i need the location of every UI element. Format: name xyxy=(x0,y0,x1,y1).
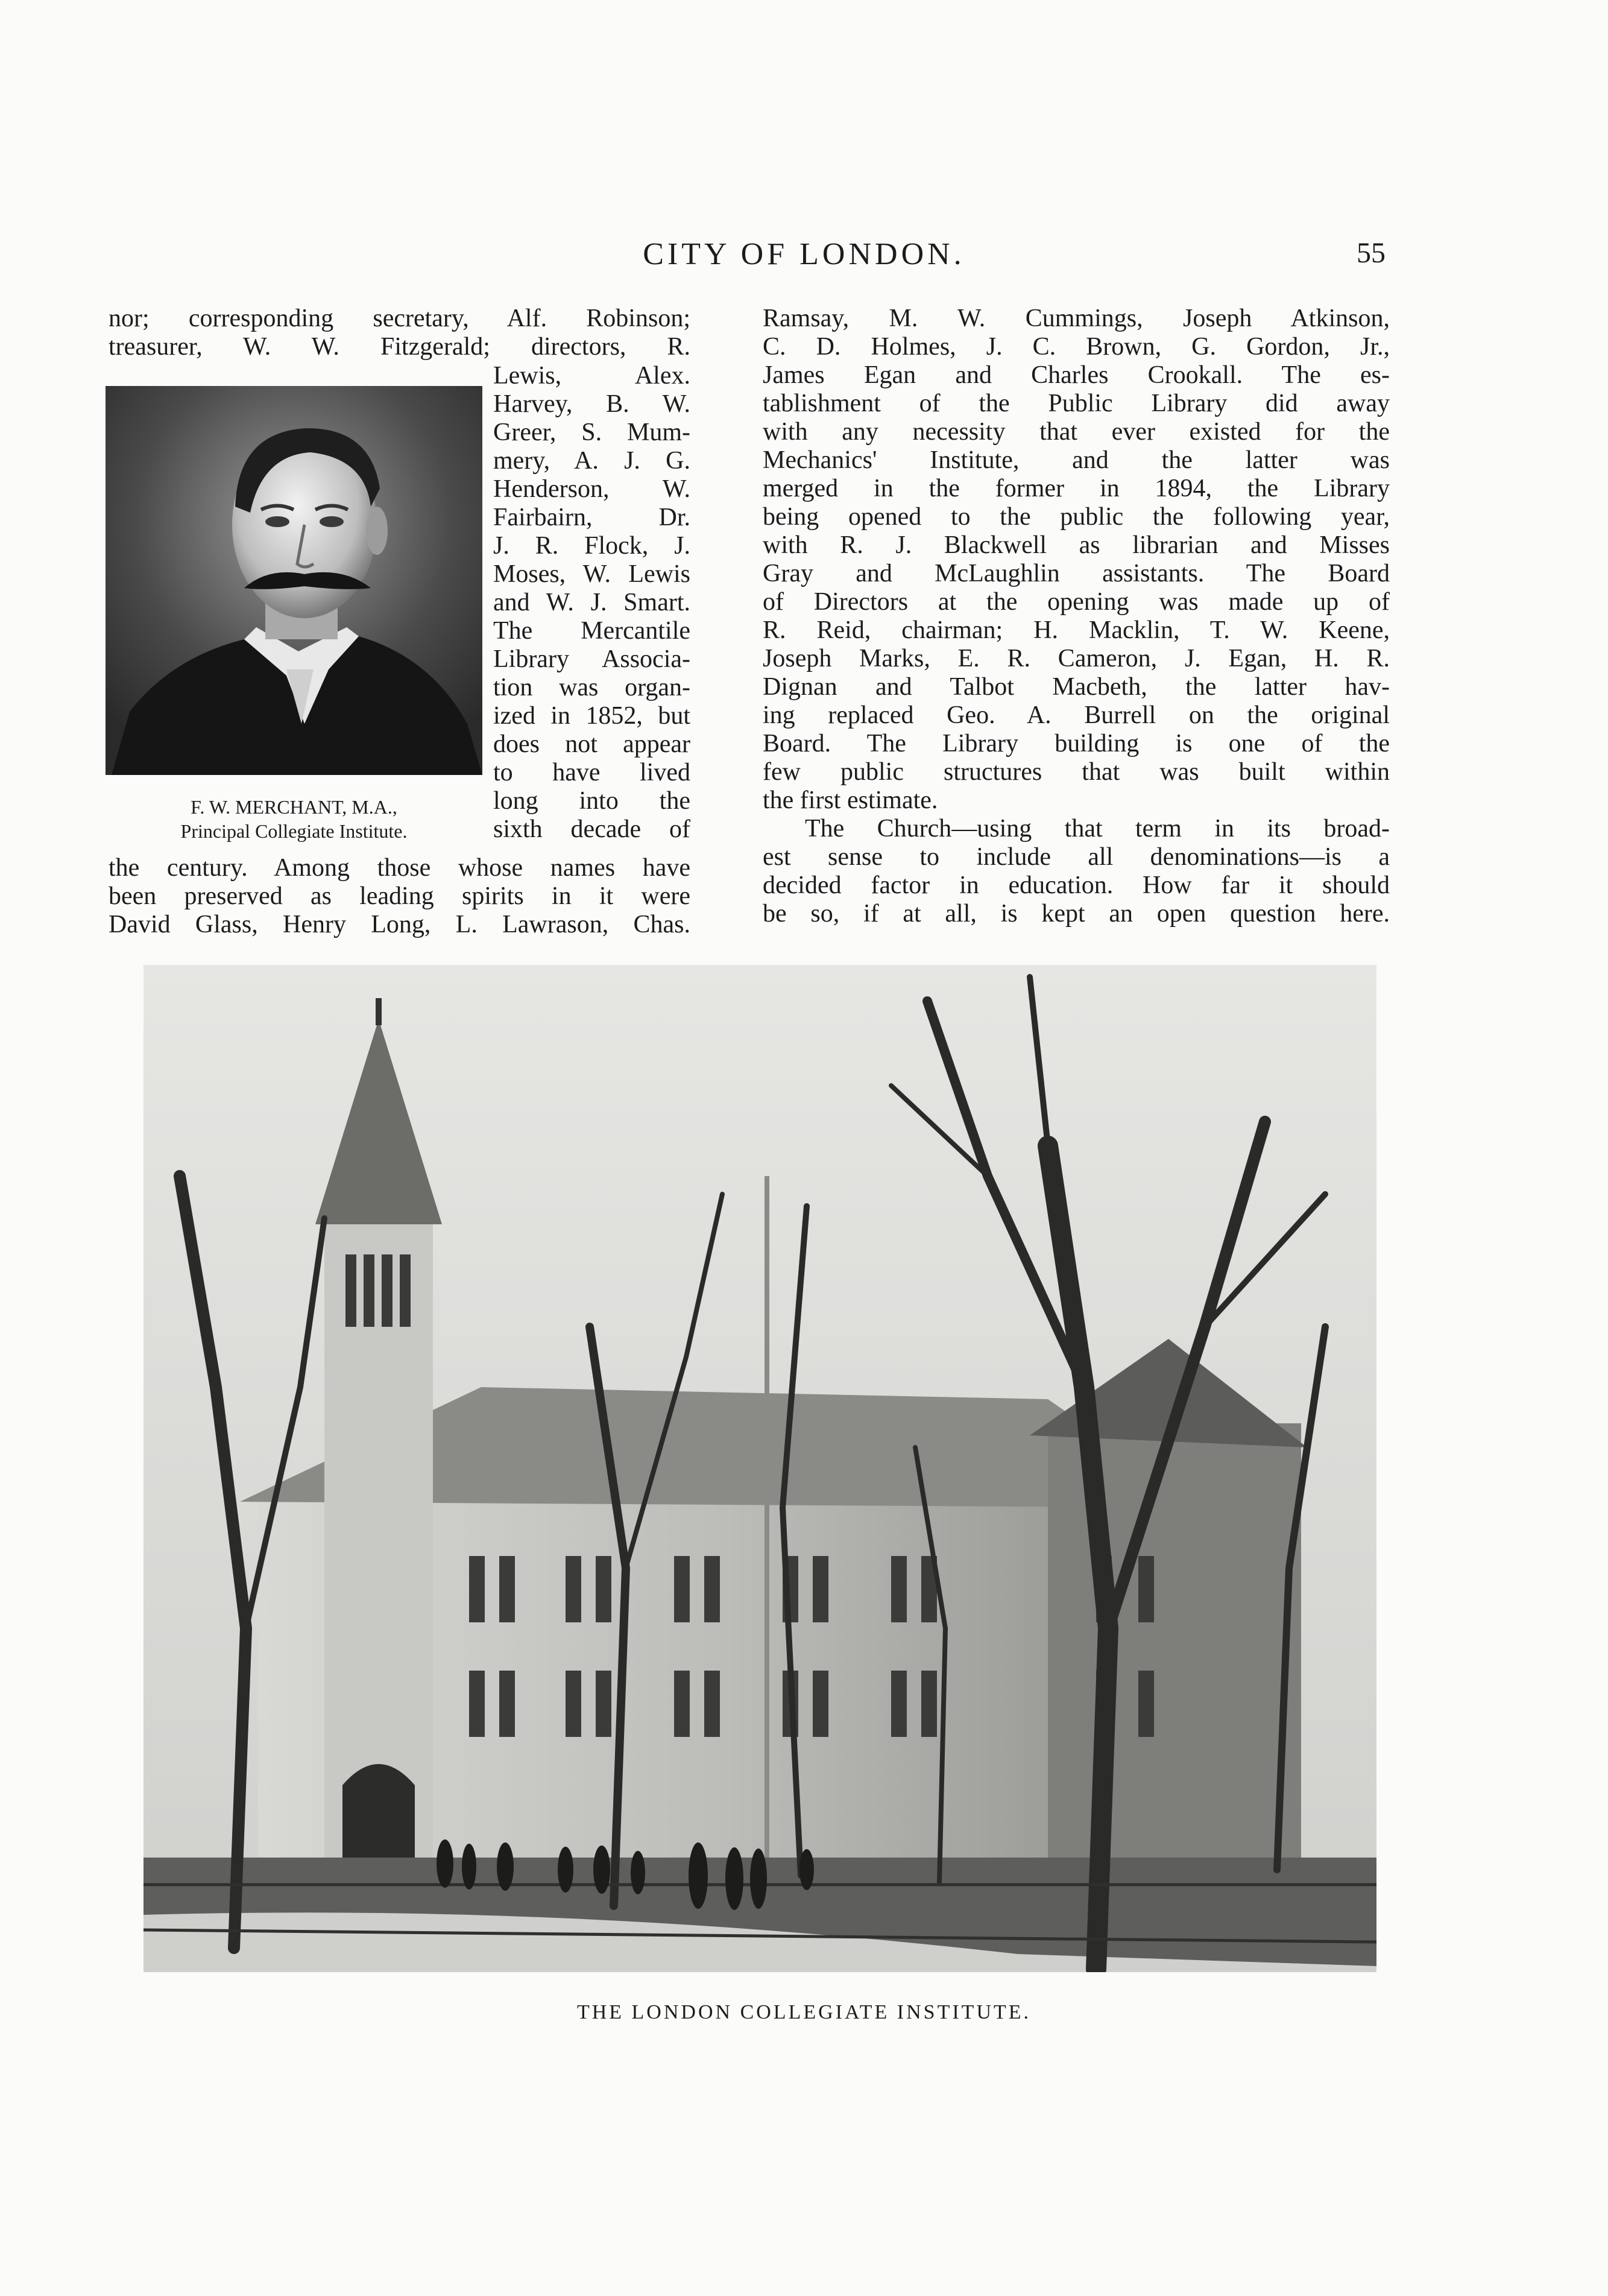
text-line: The Mercantile xyxy=(493,617,690,645)
text-line: Gray and McLaughlin assistants. The Board xyxy=(763,560,1390,587)
text-line: of Directors at the opening was made up of xyxy=(763,588,1390,616)
text-line: ing replaced Geo. A. Burrell on the original xyxy=(763,701,1390,729)
left-column-narrow-text xyxy=(493,362,690,844)
building-image xyxy=(143,965,1376,1972)
text-line: Board. The Library building is one of the xyxy=(763,730,1390,757)
collegiate-institute-photo xyxy=(143,965,1376,1972)
text-line: tion was organ- xyxy=(493,674,690,701)
text-line: be so, if at all, is kept an open question here. xyxy=(763,900,1390,928)
text-line: with any necessity that ever existed for the xyxy=(763,418,1390,446)
text-line: decided factor in education. How far it should xyxy=(763,871,1390,899)
text-line: to have lived xyxy=(493,759,690,786)
portrait-image xyxy=(106,386,482,775)
text-line: Henderson, W. xyxy=(493,475,690,503)
text-line: Lewis, Alex. xyxy=(493,362,690,390)
text-line: mery, A. J. G. xyxy=(493,447,690,475)
text-line: being opened to the public the following year, xyxy=(763,503,1390,531)
text-line: nor; corresponding secretary, Alf. Robinson; xyxy=(109,305,690,332)
text-line: does not appear xyxy=(493,730,690,758)
running-title: CITY OF LONDON. xyxy=(643,237,965,271)
text-line: The Church—using that term in its broad- xyxy=(805,815,1390,843)
text-line: treasurer, W. W. Fitzgerald; directors, R. xyxy=(109,333,690,361)
text-line: Fairbairn, Dr. xyxy=(493,504,690,531)
text-line: J. R. Flock, J. xyxy=(493,532,690,560)
text-line: James Egan and Charles Crookall. The es- xyxy=(763,361,1390,389)
text-line: Harvey, B. W. xyxy=(493,390,690,418)
text-line: ized in 1852, but xyxy=(493,702,690,730)
text-line: est sense to include all denominations—is a xyxy=(763,843,1390,871)
left-column-bottom-text xyxy=(109,854,690,939)
text-line: been preserved as leading spirits in it were xyxy=(109,882,690,910)
text-line: tablishment of the Public Library did away xyxy=(763,390,1390,417)
text-line: R. Reid, chairman; H. Macklin, T. W. Keene, xyxy=(763,616,1390,644)
portrait-caption xyxy=(106,795,482,843)
text-line: and W. J. Smart. xyxy=(493,589,690,616)
portrait-caption-title: Principal Collegiate Institute. xyxy=(180,820,408,842)
text-line: David Glass, Henry Long, L. Lawrason, Chas. xyxy=(109,911,690,938)
text-line: few public structures that was built within xyxy=(763,758,1390,786)
text-line: Ramsay, M. W. Cummings, Joseph Atkinson, xyxy=(763,305,1390,332)
text-line: with R. J. Blackwell as librarian and Misses xyxy=(763,531,1390,559)
text-line: merged in the former in 1894, the Library xyxy=(763,475,1390,502)
text-line: Moses, W. Lewis xyxy=(493,560,690,588)
text-line: Mechanics' Institute, and the latter was xyxy=(763,446,1390,474)
page-number: 55 xyxy=(1357,237,1386,269)
portrait-caption-name: F. W. MERCHANT, M.A., xyxy=(191,796,397,818)
text-line: long into the xyxy=(493,787,690,815)
text-line: the century. Among those whose names have xyxy=(109,854,690,882)
text-line: C. D. Holmes, J. C. Brown, G. Gordon, Jr., xyxy=(763,333,1390,361)
photo-caption: THE LONDON COLLEGIATE INSTITUTE. xyxy=(576,2001,1032,2023)
text-line: Dignan and Talbot Macbeth, the latter hav- xyxy=(763,673,1390,701)
text-line: Greer, S. Mum- xyxy=(493,419,690,446)
text-line: sixth decade of xyxy=(493,815,690,843)
left-column-top-text xyxy=(109,305,690,361)
right-column-text xyxy=(763,305,1390,928)
text-line: Library Associa- xyxy=(493,645,690,673)
portrait-photo xyxy=(106,386,482,775)
text-line: the first estimate. xyxy=(763,786,938,814)
text-line: Joseph Marks, E. R. Cameron, J. Egan, H. R. xyxy=(763,645,1390,672)
